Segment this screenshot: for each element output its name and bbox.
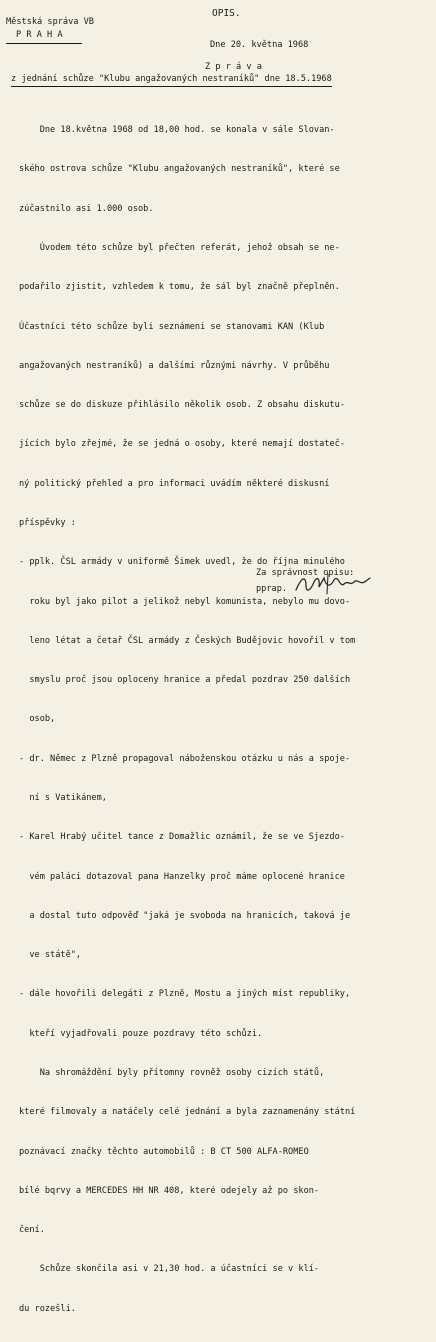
body-line: roku byl jako pilot a jelikož nebyl komunista, nebylo mu dovo-: [19, 596, 351, 607]
authority-city: P R A H A: [16, 30, 63, 40]
attestation-line: Za správnost opisu:: [256, 568, 355, 578]
signer-rank: pprap.: [256, 584, 288, 594]
authority-name: Městská správa VB: [6, 17, 94, 27]
body-line: osob,: [19, 714, 56, 725]
report-subtitle: z jednání schůze "Klubu angažovaných nestraníků" dne 18.5.1968: [11, 73, 332, 87]
body-line: které filmovaly a natáčely celé jednání a byla zaznamenány státní: [19, 1107, 356, 1118]
body-line: podařilo zjistit, vzhledem k tomu, že sál byl značně přeplněn.: [19, 282, 340, 293]
body-line: poznávací značky těchto automobilů : B CT 500 ALFA-ROMEO: [19, 1146, 309, 1157]
body-line: Schůze skončila asi v 21,30 hod. a účastníci se v klí-: [19, 1264, 320, 1275]
body-line: Na shromáždění byly přítomny rovněž osoby cizích států,: [19, 1067, 325, 1078]
body-line: ný politický přehled a pro informaci uvádím některé diskusní: [19, 478, 330, 489]
body-line: Úvodem této schůze byl přečten referát, jehož obsah se ne-: [19, 243, 340, 254]
body-line: angažovaných nestraníků) a dalšími různými návrhy. V průběhu: [19, 360, 330, 371]
body-line: příspěvky :: [19, 518, 76, 528]
body-line: Účastníci této schůze byli seznámeni se stanovami KAN (Klub: [19, 321, 325, 332]
body-line: ského ostrova schůze "Klubu angažovaných nestraníků", které se: [19, 164, 340, 175]
body-line: - dále hovořili delegáti z Plzně, Mostu a jiných míst republiky,: [19, 989, 351, 1000]
body-line: - pplk. ČSL armády v uniformě Šimek uvedl, že do října minulého: [19, 557, 345, 568]
body-line: - dr. Němec z Plzně propagoval náboženskou otázku u nás a spoje-: [19, 753, 351, 764]
handwritten-signature: [294, 572, 372, 596]
authority-underline: [6, 43, 82, 44]
body-line: smyslu proč jsou oploceny hranice a předal pozdrav 250 dalších: [19, 675, 351, 686]
body-line: Dne 18.května 1968 od 18,00 hod. se konala v sále Slovan-: [19, 125, 335, 136]
body-line: jících bylo zřejmé, že se jedná o osoby, které nemají dostateč-: [19, 439, 345, 450]
body-line: čení.: [19, 1225, 45, 1236]
body-line: ní s Vatikánem,: [19, 792, 107, 803]
body-line: ve státě",: [19, 950, 82, 961]
body-line: - Karel Hrabý učitel tance z Domažlic oznámil, že se ve Sjezdo-: [19, 832, 345, 843]
body-line: du rozešli.: [19, 1303, 76, 1314]
body-line: vém paláci dotazoval pana Hanzelky proč máme oplocené hranice: [19, 871, 345, 882]
body-line: zúčastnilo asi 1.000 osob.: [19, 203, 154, 214]
document-date: Dne 20. května 1968: [210, 40, 309, 50]
body-line: kteří vyjadřovali pouze pozdravy této schůzi.: [19, 1028, 263, 1039]
report-body: [19, 98, 355, 1342]
body-line: bílé bqrvy a MERCEDES HH NR 408, které odejely až po skon-: [19, 1185, 320, 1196]
body-line: a dostal tuto odpověď "jaká je svoboda na hranicích, taková je: [19, 910, 351, 921]
body-line: leno létat a četař ČSL armády z Českých Budějovic hovořil v tom: [19, 635, 356, 646]
copy-label: OPIS.: [212, 8, 241, 19]
report-title: Z p r á v a: [205, 62, 262, 72]
body-line: schůze se do diskuze přihlásilo několik osob. Z obsahu diskutu-: [19, 400, 345, 411]
